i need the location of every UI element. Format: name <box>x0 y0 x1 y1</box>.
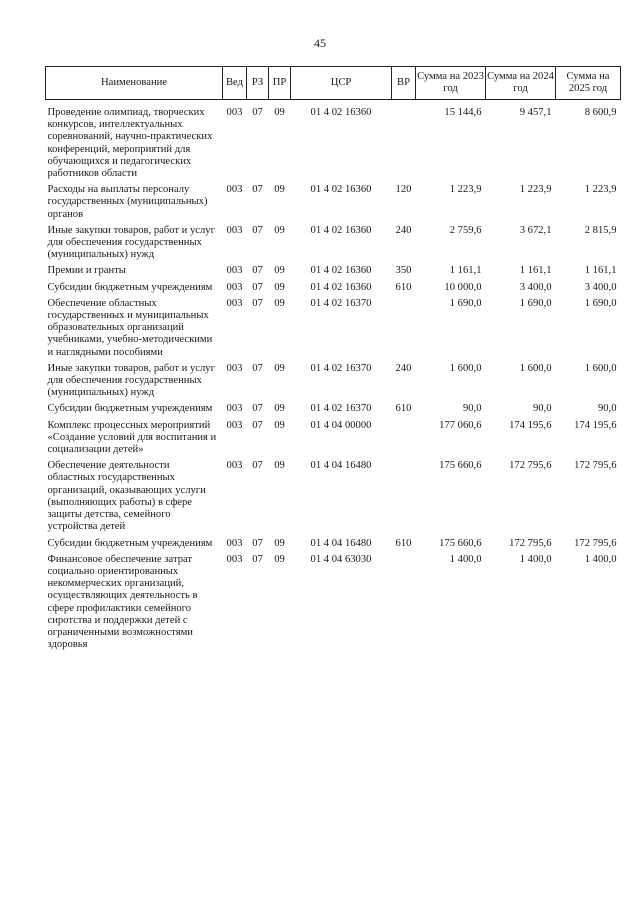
row-sum-2023: 175 660,6 <box>439 537 482 549</box>
row-csr: 01 4 02 16360 <box>310 265 372 277</box>
row-rz: 07 <box>252 362 263 374</box>
row-sum-2023: 10 000,0 <box>444 281 482 293</box>
row-sum-2024: 3 400,0 <box>519 281 552 293</box>
row-vr <box>392 460 416 537</box>
table-row <box>46 184 621 225</box>
row-csr: 01 4 04 16480 <box>310 537 372 549</box>
row-vr: 610 <box>395 537 412 549</box>
table-body <box>46 100 621 656</box>
row-pr: 09 <box>274 460 285 472</box>
page-number: 45 <box>314 36 326 50</box>
row-name: Субсидии бюджетным учреждениям <box>47 281 213 293</box>
row-sum-2024: 172 795,6 <box>509 537 552 549</box>
row-rz: 07 <box>252 553 263 565</box>
budget-table <box>45 66 621 655</box>
row-rz: 07 <box>252 224 263 236</box>
row-vr <box>392 100 416 185</box>
row-vr: 120 <box>395 184 412 196</box>
row-pr: 09 <box>274 265 285 277</box>
row-vr: 350 <box>395 265 412 277</box>
row-sum-2025: 3 400,0 <box>584 281 617 293</box>
row-sum-2024: 1 223,9 <box>519 184 552 196</box>
row-csr: 01 4 02 16360 <box>310 184 372 196</box>
row-vr <box>392 298 416 363</box>
row-pr: 09 <box>274 553 285 565</box>
row-ved: 003 <box>226 224 243 236</box>
row-vr: 240 <box>395 224 412 236</box>
table-row <box>46 554 621 656</box>
row-sum-2025: 1 690,0 <box>584 297 617 309</box>
row-pr: 09 <box>274 184 285 196</box>
row-sum-2023: 15 144,6 <box>444 107 482 118</box>
row-sum-2023: 2 759,6 <box>449 224 482 236</box>
row-sum-2023: 1 600,0 <box>449 362 482 374</box>
row-sum-2023: 1 400,0 <box>449 553 482 565</box>
row-rz: 07 <box>252 281 263 293</box>
row-ved: 003 <box>226 362 243 374</box>
table-row <box>46 225 621 266</box>
row-sum-2023: 1 690,0 <box>449 297 482 309</box>
row-csr: 01 4 04 63030 <box>310 553 372 565</box>
row-ved: 003 <box>226 265 243 277</box>
row-rz: 07 <box>252 460 263 472</box>
header-sum-2023: Сумма на 2023 год <box>416 67 486 100</box>
row-sum-2025: 172 795,6 <box>574 537 617 549</box>
row-csr: 01 4 02 16370 <box>310 362 372 374</box>
row-pr: 09 <box>274 362 285 374</box>
row-ved: 003 <box>226 107 243 118</box>
row-rz: 07 <box>252 265 263 277</box>
row-sum-2023: 175 660,6 <box>439 460 482 472</box>
row-rz: 07 <box>252 297 263 309</box>
row-csr: 01 4 02 16370 <box>310 297 372 309</box>
table-row <box>46 403 621 419</box>
table-row <box>46 282 621 298</box>
row-sum-2024: 90,0 <box>532 403 552 415</box>
row-sum-2025: 172 795,6 <box>574 460 617 472</box>
row-sum-2025: 90,0 <box>597 403 617 415</box>
row-name: Субсидии бюджетным учреждениям <box>47 537 213 549</box>
row-name: Премии и гранты <box>47 265 126 277</box>
row-sum-2023: 1 223,9 <box>449 184 482 196</box>
row-vr <box>392 420 416 461</box>
row-sum-2025: 1 161,1 <box>584 265 617 277</box>
row-sum-2024: 1 690,0 <box>519 297 552 309</box>
row-sum-2024: 1 400,0 <box>519 553 552 565</box>
row-vr <box>392 554 416 656</box>
row-csr: 01 4 02 16360 <box>310 107 372 118</box>
row-ved: 003 <box>226 553 243 565</box>
row-pr: 09 <box>274 107 285 118</box>
row-rz: 07 <box>252 184 263 196</box>
row-name: Проведение олимпиад, творческих конкурсов, интеллектуальных соревнований, научно-практических конференций, мероприятий для обучающихся и педагогических работников области <box>47 107 213 180</box>
row-name: Иные закупки товаров, работ и услуг для обеспечения государственных (муниципальных) нужд <box>47 224 215 261</box>
table-header-row <box>46 67 621 100</box>
row-pr: 09 <box>274 537 285 549</box>
row-sum-2025: 1 600,0 <box>584 362 617 374</box>
header-csr: ЦСР <box>291 67 392 100</box>
row-ved: 003 <box>226 281 243 293</box>
row-csr: 01 4 04 00000 <box>310 419 372 431</box>
row-rz: 07 <box>252 403 263 415</box>
row-rz: 07 <box>252 107 263 118</box>
row-sum-2025: 8 600,9 <box>584 107 617 118</box>
row-sum-2024: 9 457,1 <box>519 107 552 118</box>
row-ved: 003 <box>226 537 243 549</box>
row-ved: 003 <box>226 184 243 196</box>
row-ved: 003 <box>226 419 243 431</box>
table-row <box>46 265 621 281</box>
row-pr: 09 <box>274 281 285 293</box>
row-sum-2025: 1 223,9 <box>584 184 617 196</box>
row-csr: 01 4 02 16370 <box>310 403 372 415</box>
row-sum-2025: 1 400,0 <box>584 553 617 565</box>
row-name: Иные закупки товаров, работ и услуг для обеспечения государственных (муниципальных) нужд <box>47 362 215 399</box>
row-ved: 003 <box>226 403 243 415</box>
row-csr: 01 4 02 16360 <box>310 224 372 236</box>
header-rz: РЗ <box>247 67 269 100</box>
row-name: Финансовое обеспечение затрат социально ориентированных некоммерческих организаций, осуществляющих деятельность в сфере профилактики семейного сиротства и поддержки детей с ограниченными возможностями здоровья <box>47 553 198 651</box>
table-row <box>46 100 621 185</box>
row-sum-2024: 174 195,6 <box>509 419 552 431</box>
row-vr: 610 <box>395 403 412 415</box>
table-row <box>46 363 621 404</box>
row-name: Расходы на выплаты персоналу государственных (муниципальных) органов <box>47 184 208 220</box>
table-row <box>46 420 621 461</box>
header-ved: Вед <box>223 67 247 100</box>
row-name: Обеспечение деятельности областных государственных организаций, оказывающих услуги (выполняющих работы) в сфере защиты детства, семейного устройства детей <box>47 460 206 533</box>
table-row <box>46 460 621 537</box>
row-sum-2024: 3 672,1 <box>519 224 552 236</box>
row-name: Комплекс процессных мероприятий «Создание условий для воспитания и социализации детей» <box>47 419 217 456</box>
row-name: Обеспечение областных государственных и муниципальных образовательных организаций учебниками, учебно-методическими и наглядными пособиями <box>47 297 213 358</box>
header-vr: ВР <box>392 67 416 100</box>
row-csr: 01 4 04 16480 <box>310 460 372 472</box>
row-sum-2025: 2 815,9 <box>584 224 617 236</box>
table-row <box>46 538 621 554</box>
row-sum-2025: 174 195,6 <box>574 419 617 431</box>
header-sum-2025: Сумма на 2025 год <box>556 67 621 100</box>
row-sum-2023: 90,0 <box>462 403 482 415</box>
row-vr: 610 <box>395 281 412 293</box>
row-sum-2024: 1 600,0 <box>519 362 552 374</box>
row-ved: 003 <box>226 297 243 309</box>
row-pr: 09 <box>274 224 285 236</box>
header-pr: ПР <box>269 67 291 100</box>
row-sum-2023: 177 060,6 <box>439 419 482 431</box>
row-csr: 01 4 02 16360 <box>310 281 372 293</box>
row-sum-2024: 172 795,6 <box>509 460 552 472</box>
header-sum-2024: Сумма на 2024 год <box>486 67 556 100</box>
row-sum-2023: 1 161,1 <box>449 265 482 277</box>
row-sum-2024: 1 161,1 <box>519 265 552 277</box>
row-pr: 09 <box>274 419 285 431</box>
row-rz: 07 <box>252 419 263 431</box>
row-pr: 09 <box>274 403 285 415</box>
row-name: Субсидии бюджетным учреждениям <box>47 403 213 415</box>
row-rz: 07 <box>252 537 263 549</box>
row-vr: 240 <box>395 362 412 374</box>
row-ved: 003 <box>226 460 243 472</box>
header-name: Наименование <box>46 67 223 100</box>
row-pr: 09 <box>274 297 285 309</box>
table-row <box>46 298 621 363</box>
